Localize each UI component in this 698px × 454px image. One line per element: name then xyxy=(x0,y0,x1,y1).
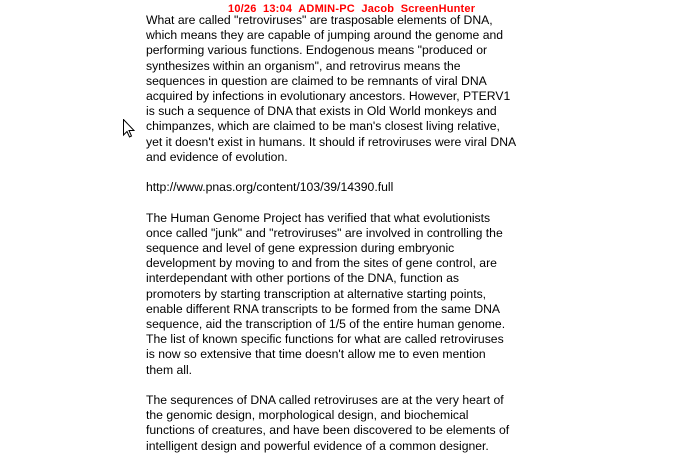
mouse-pointer-icon xyxy=(123,119,135,143)
text-line: The Human Genome Project has verified that what evolutionists xyxy=(146,210,491,225)
text-line: chimpanzes, which are claimed to be man's closest living relative, xyxy=(146,119,500,134)
screenshot-watermark: 10/26 13:04 ADMIN-PC Jacob ScreenHunter xyxy=(228,3,476,15)
document-body xyxy=(146,13,516,454)
text-line: intelligent design and powerful evidence of a common designer. xyxy=(146,438,489,453)
text-line: sequence, aid the transcription of 1/5 of the entire human genome. xyxy=(146,317,506,332)
text-line: them all. xyxy=(146,362,193,377)
text-line: sequence and level of gene expression during embryonic xyxy=(146,241,455,256)
text-line: enable different RNA transcripts to be formed from the same DNA xyxy=(146,301,501,316)
text-line: and evidence of evolution. xyxy=(146,149,288,164)
paragraph-retroviruses-definition xyxy=(146,13,516,165)
text-line: the genomic design, morphological design, and biochemical xyxy=(146,408,469,423)
reference-url-text: http://www.pnas.org/content/103/39/14390.full xyxy=(146,180,394,195)
text-line: The list of known specific functions for what are called retroviruses xyxy=(146,332,504,347)
paragraph-gap xyxy=(146,165,516,180)
text-line: development by moving to and from the sites of gene control, are xyxy=(146,256,497,271)
text-line: interdependant with other portions of the DNA, function as xyxy=(146,271,460,286)
text-line: acquired by infections in evolutionary ancestors. However, PTERV1 xyxy=(146,89,511,104)
text-line: synthesizes within an organism", and retrovirus means the xyxy=(146,58,461,73)
text-line: What are called "retroviruses" are trasposable elements of DNA, xyxy=(146,13,493,27)
text-line: is now so extensive that time doesn't allow me to even mention xyxy=(146,347,486,362)
text-line: sequences in question are claimed to be remnants of viral DNA xyxy=(146,73,487,88)
text-line: which means they are capable of jumping around the genome and xyxy=(146,28,504,43)
paragraph-reference-url xyxy=(146,180,516,195)
paragraph-gap xyxy=(146,378,516,393)
text-line: functions of creatures, and have been discovered to be elements of xyxy=(146,423,510,438)
text-line: once called "junk" and "retroviruses" are involved in controlling the xyxy=(146,225,503,240)
text-line: The sequrences of DNA called retroviruses are at the very heart of xyxy=(146,393,504,408)
text-line: yet it doesn't exist in humans. It should if retroviruses were viral DNA xyxy=(146,134,517,149)
paragraph-human-genome-project xyxy=(146,211,516,378)
text-line: promoters by starting transcription at alternative starting points, xyxy=(146,286,487,301)
text-line: performing various functions. Endogenous means "produced or xyxy=(146,43,488,58)
paragraph-gap xyxy=(146,195,516,210)
text-line: is such a sequence of DNA that exists in Old World monkeys and xyxy=(146,104,497,119)
paragraph-conclusion xyxy=(146,393,516,454)
